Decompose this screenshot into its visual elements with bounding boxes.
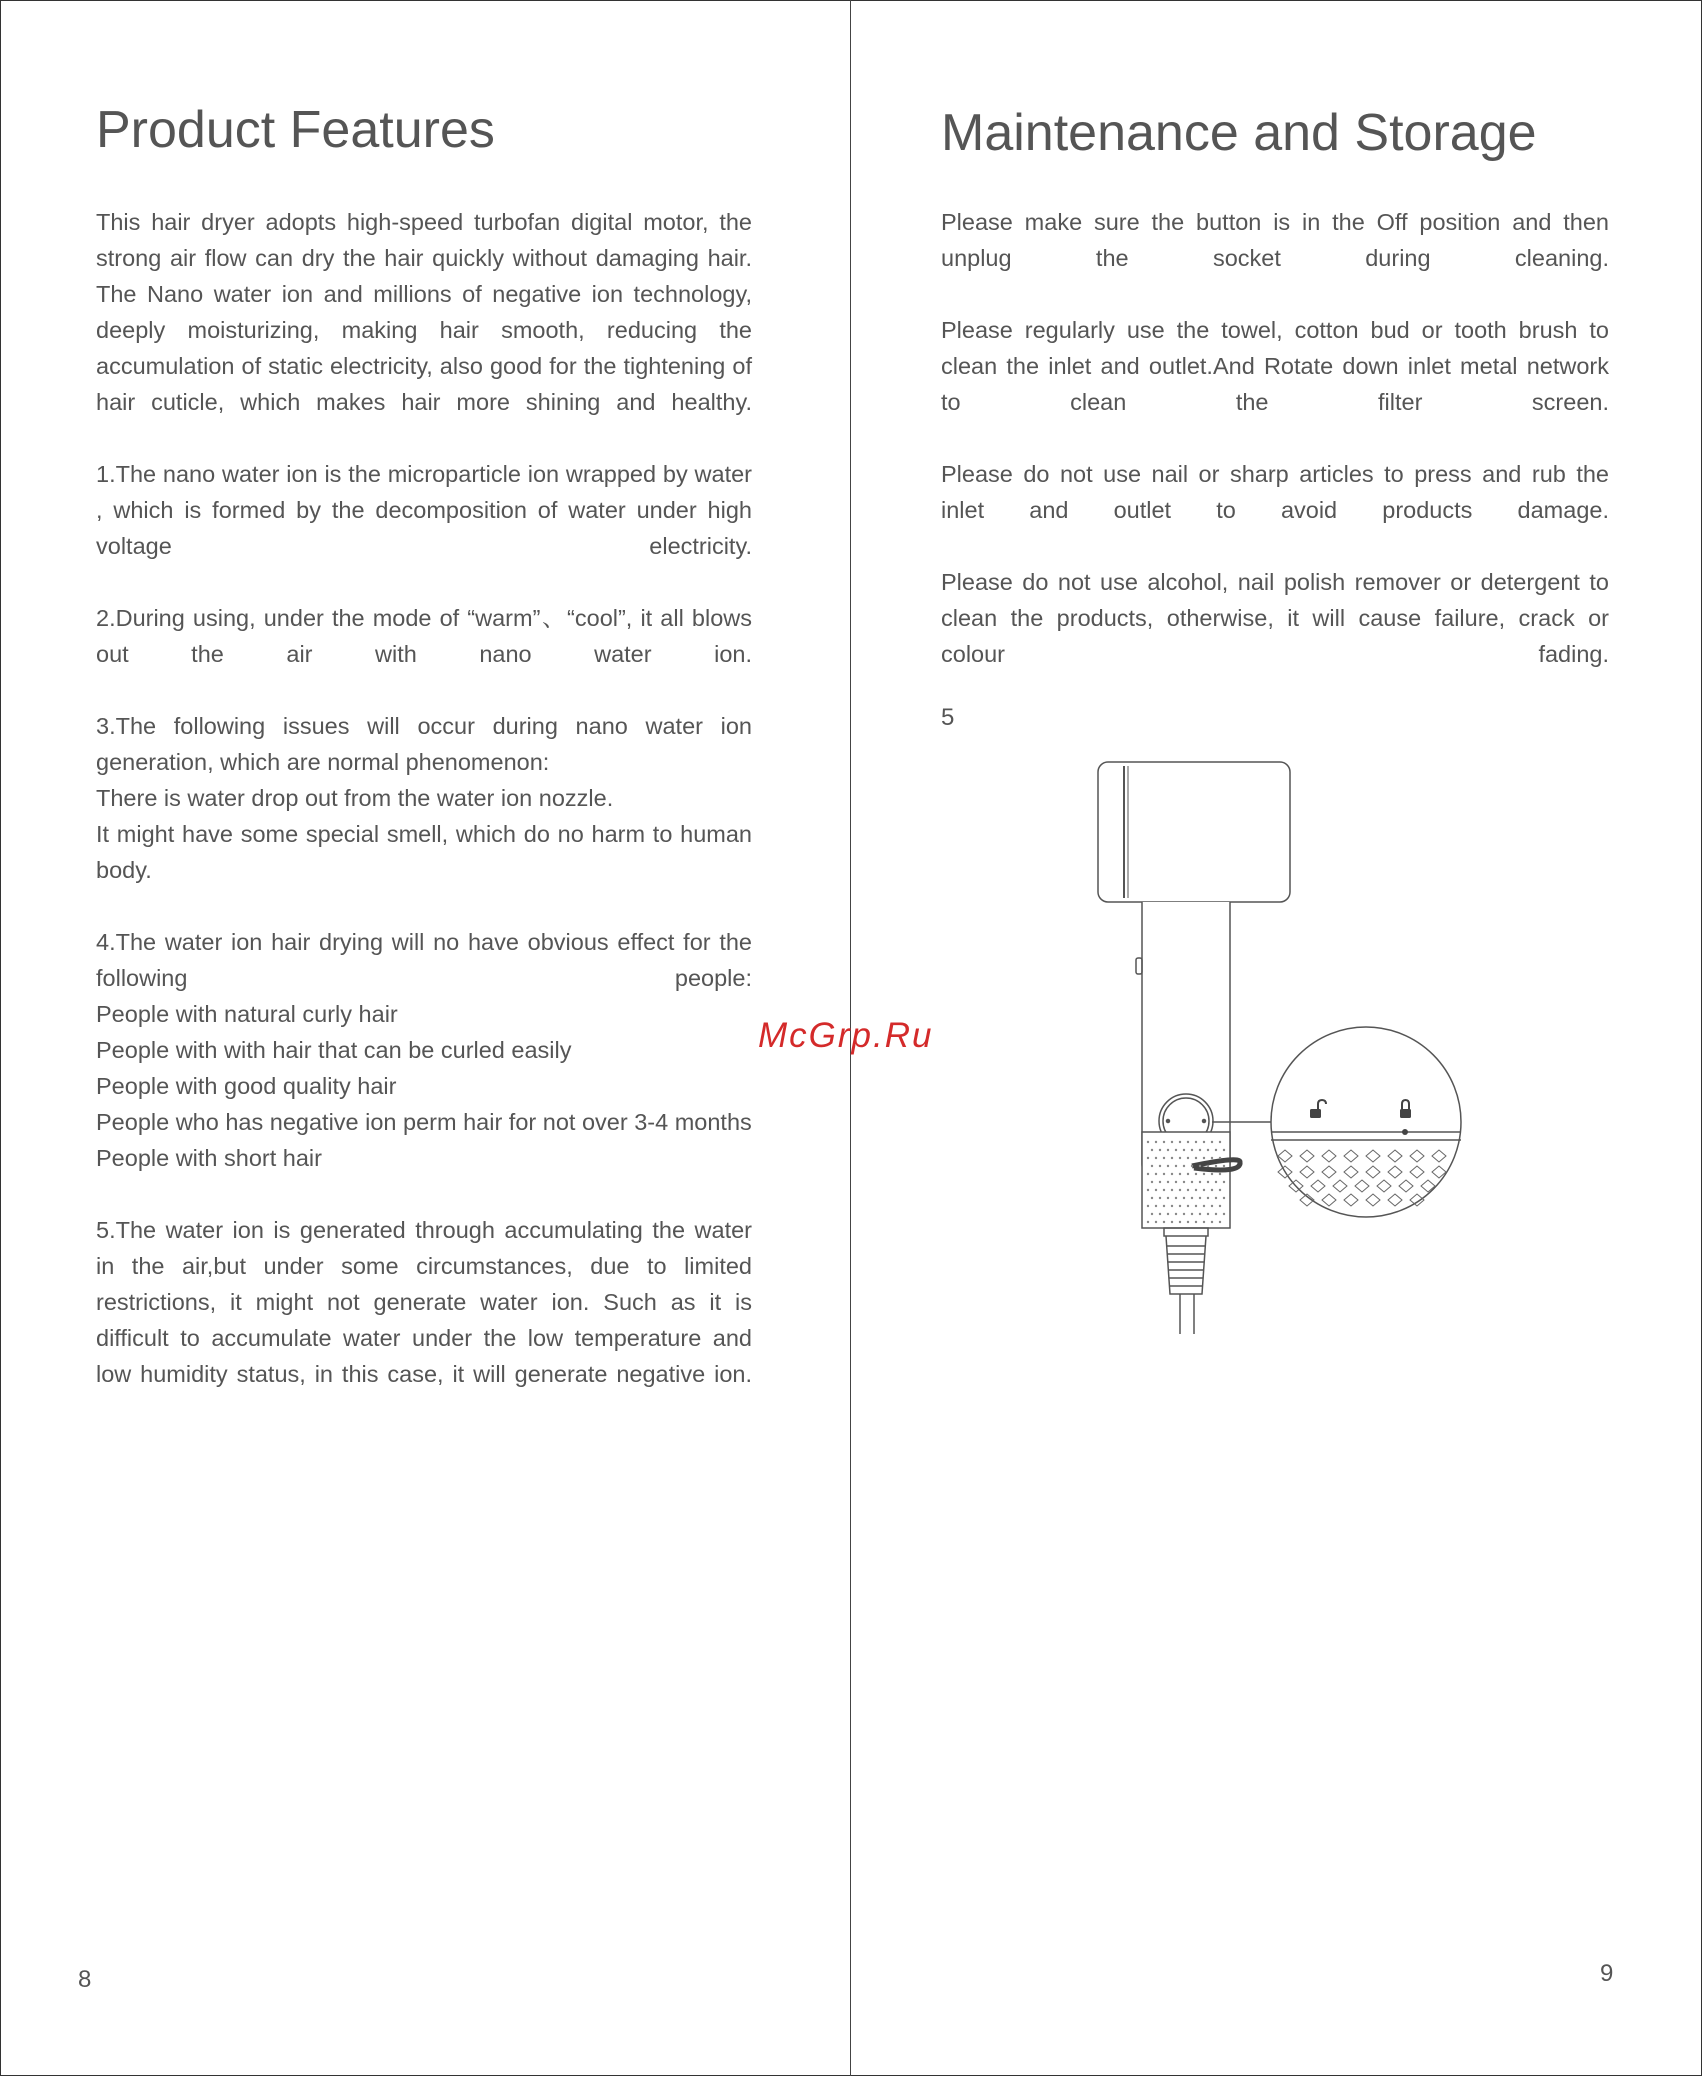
feature-item-2: 2.During using, under the mode of “warm”、“cool”, it all blows out the air with nano water ion. <box>96 605 752 667</box>
figure-number: 5 <box>941 704 955 731</box>
feature-item-3-line-2: It might have some special smell, which do no harm to human body. <box>96 821 752 883</box>
people-list-item: People with short hair <box>96 1145 322 1171</box>
watermark: McGrp.Ru <box>758 1016 934 1055</box>
right-page-title: Maintenance and Storage <box>941 104 1537 162</box>
maintenance-paragraph-2: Please regularly use the towel, cotton bud or tooth brush to clean the inlet and outlet.And Rotate down inlet metal network to clean the filter screen. <box>941 317 1609 415</box>
maintenance-paragraph-1: Please make sure the button is in the Off position and then unplug the socket during cleaning. <box>941 209 1609 271</box>
product-features-text <box>96 204 752 1392</box>
maintenance-paragraph-3: Please do not use nail or sharp articles to press and rub the inlet and outlet to avoid products damage. <box>941 461 1609 523</box>
people-list-item: People who has negative ion perm hair for not over 3-4 months <box>96 1109 752 1135</box>
people-list-item: People with natural curly hair <box>96 1001 398 1027</box>
right-page-number: 9 <box>1600 1960 1614 1987</box>
hair-dryer-illustration <box>1090 754 1490 1334</box>
feature-item-3-line-1: There is water drop out from the water ion nozzle. <box>96 785 614 811</box>
people-list-item: People with good quality hair <box>96 1073 397 1099</box>
left-page-number: 8 <box>78 1966 92 1993</box>
feature-item-3: 3.The following issues will occur during nano water ion generation, which are normal phenomenon: <box>96 713 752 775</box>
left-page-title: Product Features <box>96 101 495 159</box>
intro-paragraph: This hair dryer adopts high-speed turbofan digital motor, the strong air flow can dry the hair quickly without damaging hair. The Nano water ion and millions of negative ion technology, deeply moisturizing, making hair smooth, reducing the accumulation of static electricity, also good for the tightening of hair cuticle, which makes hair more shining and healthy. <box>96 209 752 415</box>
feature-item-1: 1.The nano water ion is the microparticle ion wrapped by water , which is formed by the decomposition of water under high voltage electricity. <box>96 461 752 559</box>
feature-item-4: 4.The water ion hair drying will no have obvious effect for the following people: <box>96 929 752 991</box>
maintenance-text <box>941 204 1609 672</box>
maintenance-paragraph-4: Please do not use alcohol, nail polish remover or detergent to clean the products, otherwise, it will cause failure, crack or colour fading. <box>941 569 1609 667</box>
feature-item-5: 5.The water ion is generated through accumulating the water in the air,but under some circumstances, due to limited restrictions, it might not generate water ion. Such as it is difficult to accumulate water under the low temperature and low humidity status, in this case, it will generate negative ion. <box>96 1217 752 1387</box>
people-list-item: People with with hair that can be curled easily <box>96 1037 572 1063</box>
